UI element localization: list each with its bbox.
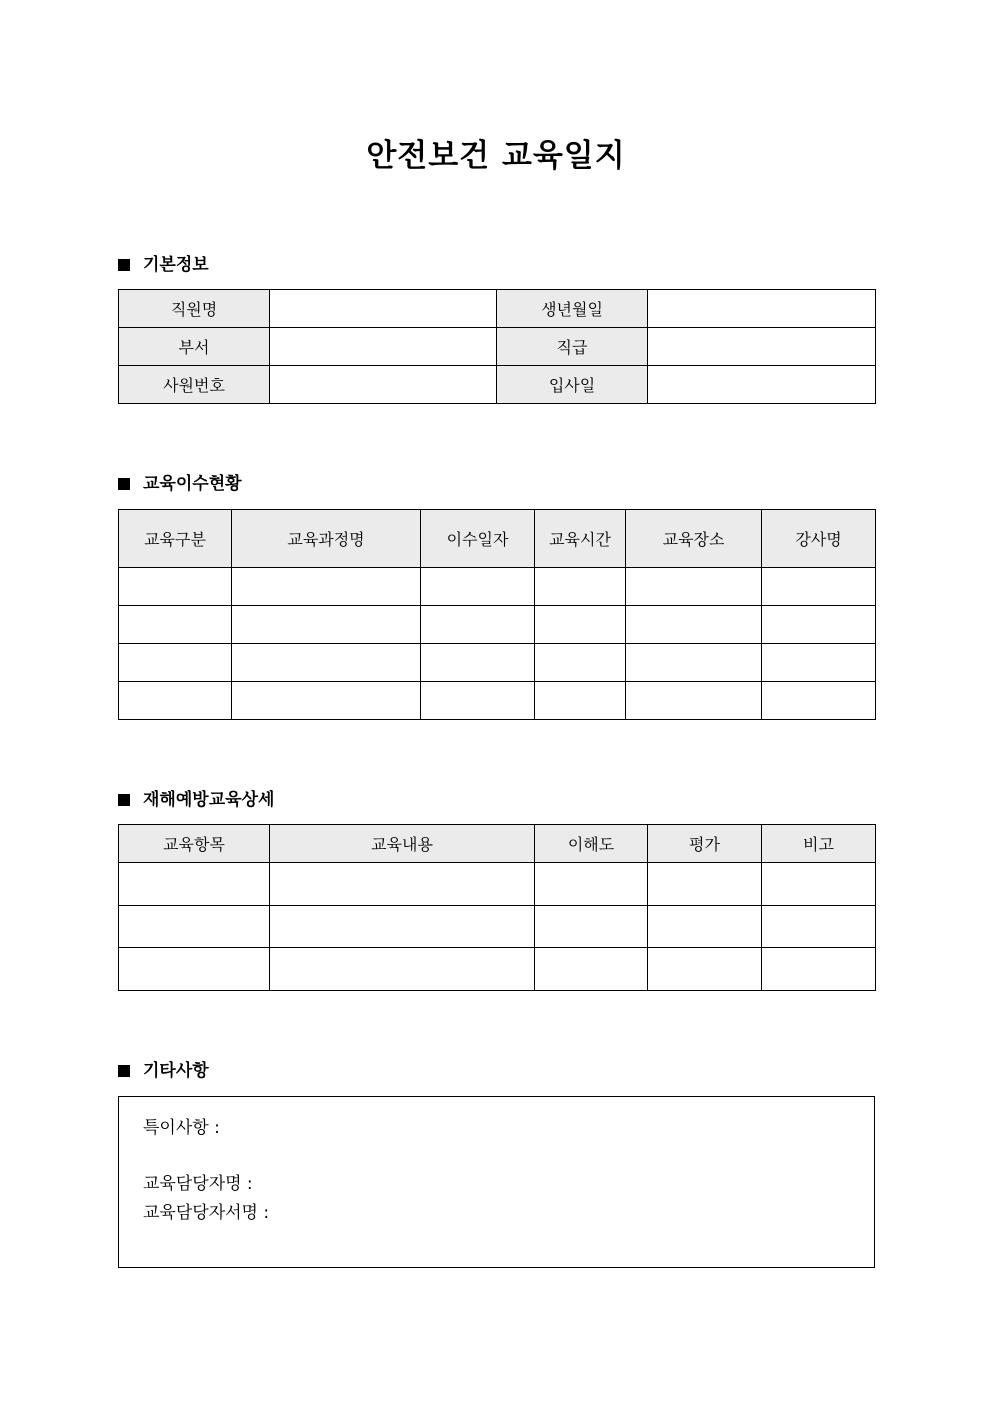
table-cell[interactable]: [535, 948, 648, 991]
table-cell[interactable]: [648, 906, 762, 948]
basic-info-heading: [118, 253, 209, 277]
table-row: [119, 328, 876, 366]
table-row: [119, 906, 876, 948]
table-cell[interactable]: [626, 644, 762, 682]
table-header-row: [119, 825, 876, 863]
employee-name-field[interactable]: [270, 290, 497, 328]
table-cell[interactable]: [270, 906, 535, 948]
hire-date-label: 입사일: [497, 366, 648, 404]
square-bullet-icon: [118, 259, 130, 271]
hire-date-field[interactable]: [648, 366, 876, 404]
table-cell[interactable]: [535, 568, 626, 606]
table-cell[interactable]: [535, 606, 626, 644]
disaster-prevention-heading-text: 재해예방교육상세: [143, 790, 275, 810]
table-header-row: [119, 510, 876, 568]
table-row: [119, 606, 876, 644]
table-cell[interactable]: [626, 568, 762, 606]
table-cell[interactable]: [762, 948, 876, 991]
table-cell[interactable]: [270, 948, 535, 991]
table-row: [119, 290, 876, 328]
basic-info-table: [118, 289, 876, 404]
employee-number-label: 사원번호: [119, 366, 270, 404]
table-cell[interactable]: [232, 568, 421, 606]
table-cell[interactable]: [535, 682, 626, 720]
table-cell[interactable]: [119, 568, 232, 606]
table-row: [119, 682, 876, 720]
square-bullet-icon: [118, 1065, 130, 1077]
table-cell[interactable]: [232, 682, 421, 720]
table-cell[interactable]: [535, 863, 648, 906]
column-header: 교육구분: [119, 510, 232, 568]
training-status-heading-text: 교육이수현황: [143, 474, 242, 494]
position-field[interactable]: [648, 328, 876, 366]
table-cell[interactable]: [762, 568, 876, 606]
etc-heading: [118, 1059, 209, 1083]
training-status-table: [118, 509, 876, 720]
table-row: [119, 644, 876, 682]
table-cell[interactable]: [232, 644, 421, 682]
table-cell[interactable]: [648, 948, 762, 991]
table-cell[interactable]: [119, 606, 232, 644]
table-cell[interactable]: [421, 682, 535, 720]
position-label: 직급: [497, 328, 648, 366]
column-header: 교육내용: [270, 825, 535, 863]
table-cell[interactable]: [119, 906, 270, 948]
table-cell[interactable]: [762, 863, 876, 906]
table-cell[interactable]: [421, 606, 535, 644]
employee-name-label: 직원명: [119, 290, 270, 328]
etc-heading-text: 기타사항: [143, 1061, 209, 1081]
column-header: 비고: [762, 825, 876, 863]
birth-date-label: 생년월일: [497, 290, 648, 328]
table-cell[interactable]: [626, 682, 762, 720]
column-header: 교육시간: [535, 510, 626, 568]
column-header: 교육과정명: [232, 510, 421, 568]
employee-number-field[interactable]: [270, 366, 497, 404]
special-notes-label: 특이사항 :: [143, 1118, 220, 1138]
table-cell[interactable]: [626, 606, 762, 644]
table-cell[interactable]: [648, 863, 762, 906]
table-cell[interactable]: [270, 863, 535, 906]
table-cell[interactable]: [762, 682, 876, 720]
table-cell[interactable]: [232, 606, 421, 644]
column-header: 교육장소: [626, 510, 762, 568]
basic-info-heading-text: 기본정보: [143, 255, 209, 275]
column-header: 교육항목: [119, 825, 270, 863]
table-cell[interactable]: [119, 644, 232, 682]
table-cell[interactable]: [762, 644, 876, 682]
disaster-prevention-table: [118, 824, 876, 991]
department-label: 부서: [119, 328, 270, 366]
column-header: 이수일자: [421, 510, 535, 568]
table-cell[interactable]: [421, 644, 535, 682]
square-bullet-icon: [118, 794, 130, 806]
page-title: 안전보건 교육일지: [366, 138, 626, 174]
table-cell[interactable]: [119, 863, 270, 906]
table-row: [119, 863, 876, 906]
disaster-prevention-heading: [118, 788, 274, 812]
table-row: [119, 948, 876, 991]
manager-signature-label: 교육담당자서명 :: [143, 1203, 270, 1223]
table-row: [119, 366, 876, 404]
birth-date-field[interactable]: [648, 290, 876, 328]
etc-box[interactable]: [118, 1096, 875, 1268]
table-cell[interactable]: [535, 906, 648, 948]
table-cell[interactable]: [421, 568, 535, 606]
column-header: 강사명: [762, 510, 876, 568]
table-cell[interactable]: [762, 906, 876, 948]
table-cell[interactable]: [762, 606, 876, 644]
column-header: 이해도: [535, 825, 648, 863]
training-status-heading: [118, 472, 242, 496]
table-cell[interactable]: [119, 682, 232, 720]
table-row: [119, 568, 876, 606]
table-cell[interactable]: [119, 948, 270, 991]
manager-name-label: 교육담당자명 :: [143, 1174, 253, 1194]
table-cell[interactable]: [535, 644, 626, 682]
department-field[interactable]: [270, 328, 497, 366]
square-bullet-icon: [118, 478, 130, 490]
column-header: 평가: [648, 825, 762, 863]
